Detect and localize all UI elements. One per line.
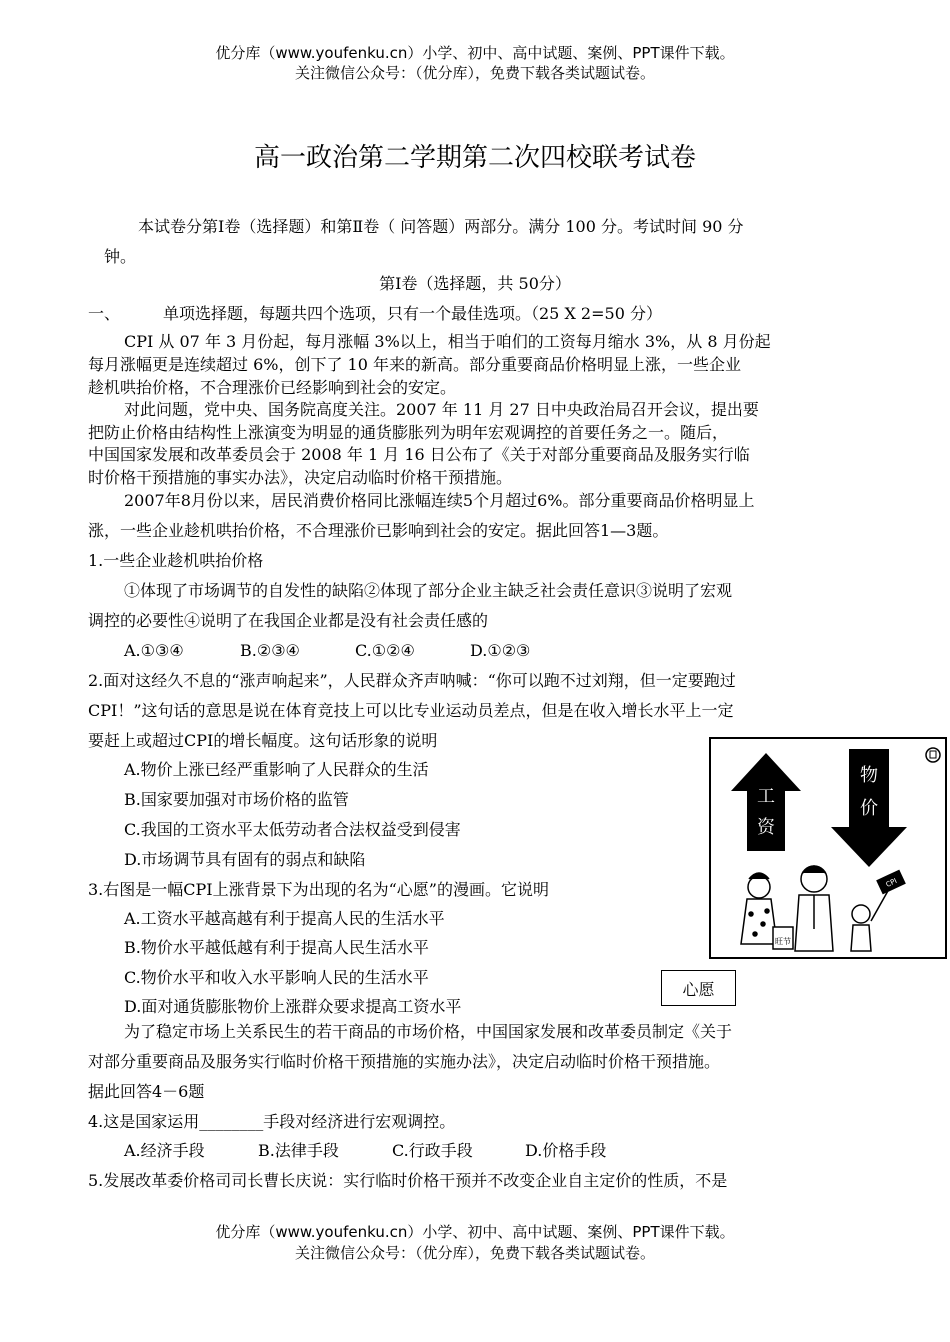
header-line-1: 优分库（www.youfenku.cn）小学、初中、高中试题、案例、PPT课件下载。 (215, 44, 735, 62)
intro-line-2: 钟。 (104, 247, 137, 266)
question-1-stem: 1.一些企业趁机哄抬价格 (88, 551, 264, 570)
material3-line: 2007年8月份以来，居民消费价格同比涨幅连续5个月超过6%。部分重要商品价格明显上 (124, 491, 755, 510)
question-3-option-c: C.物价水平和收入水平影响人民的生活水平 (124, 968, 429, 987)
material3-line: 涨，一些企业趁机哄抬价格，不合理涨价已影响到社会的安定。据此回答1—3题。 (88, 521, 669, 540)
question-2-option-a: A.物价上涨已经严重影响了人民群众的生活 (124, 760, 429, 779)
question-4-option-a: A.经济手段 (124, 1141, 205, 1160)
material2-line: 把防止价格由结构性上涨演变为明显的通货膨胀列为明年宏观调控的首要任务之一。随后， (88, 423, 729, 442)
footer-line-2: 关注微信公众号：（优分库），免费下载各类试题试卷。 (294, 1244, 655, 1262)
question-2-option-c: C.我国的工资水平太低劳动者合法权益受到侵害 (124, 820, 461, 839)
question-1-option-a: A.①③④ (124, 641, 184, 660)
question-3-option-a: A.工资水平越高越有利于提高人民的生活水平 (124, 909, 445, 928)
question-4-option-b: B.法律手段 (258, 1141, 339, 1160)
up-arrow-label-bottom: 资 (757, 817, 775, 838)
part-instruction: 单项选择题，每题共四个选项，只有一个最佳选项。（25 X 2=50 分） (163, 304, 662, 323)
question-1-option-c: C.①②④ (355, 641, 415, 660)
material2-line: 对此问题，党中央、国务院高度关注。2007 年 11 月 27 日中央政治局召开会议，提出要 (124, 400, 759, 419)
down-arrow-label-bottom: 价 (860, 798, 878, 819)
logo-icon (926, 748, 940, 762)
question-4-option-c: C.行政手段 (392, 1141, 473, 1160)
material4-line: 为了稳定市场上关系民生的若干商品的市场价格，中国国家发展和改革委员制定《关于 (124, 1022, 733, 1041)
bag-label: 旺节 (775, 937, 791, 946)
question-2-option-b: B.国家要加强对市场价格的监管 (124, 790, 349, 809)
question-3-option-b: B.物价水平越低越有利于提高人民生活水平 (124, 938, 429, 957)
material4-line: 据此回答4－6题 (88, 1082, 205, 1101)
material1-line: CPI 从 07 年 3 月份起，每月涨幅 3%以上，相当于咱们的工资每月缩水 3%，从 8 月份起 (124, 332, 771, 351)
cartoon-caption: 心愿 (661, 970, 736, 1006)
question-2-line: CPI！”这句话的意思是说在体育竞技上可以比专业运动员差点，但是在收入增长水平上一定 (88, 701, 734, 720)
sign-label: CPI (884, 876, 899, 889)
up-arrow-label-top: 工 (757, 786, 775, 807)
part-number: 一、 (88, 304, 121, 323)
question-4-option-d: D.价格手段 (525, 1141, 607, 1160)
material1-line: 每月涨幅更是连续超过 6%，创下了 10 年来的新高。部分重要商品价格明显上涨，一些企业 (88, 355, 742, 374)
question-4-stem: 4.这是国家运用________手段对经济进行宏观调控。 (88, 1112, 456, 1131)
question-1-option-b: B.②③④ (240, 641, 300, 660)
down-arrow-label-top: 物 (860, 765, 878, 786)
question-3-option-d: D.面对通货膨胀物价上涨群众要求提高工资水平 (124, 997, 462, 1016)
header-line-2: 关注微信公众号：（优分库），免费下载各类试题试卷。 (294, 64, 655, 82)
material1-line: 趁机哄抬价格，不合理涨价已经影响到社会的安定。 (88, 378, 457, 397)
question-1-line: ①体现了市场调节的自发性的缺陷②体现了部分企业主缺乏社会责任意识③说明了宏观 (124, 581, 733, 600)
cartoon-drawing (711, 739, 945, 957)
question-5-stem: 5.发展改革委价格司司长曹长庆说：实行临时价格干预并不改变企业自主定价的性质，不是 (88, 1171, 728, 1190)
question-1-line: 调控的必要性④说明了在我国企业都是没有社会责任感的 (88, 611, 489, 630)
page-title: 高一政治第二学期第二次四校联考试卷 (253, 143, 696, 173)
material4-line: 对部分重要商品及服务实行临时价格干预措施的实施办法》，决定启动临时价格干预措施。 (88, 1052, 721, 1071)
family-figures-icon (741, 866, 905, 951)
material2-line: 中国国家发展和改革委员会于 2008 年 1 月 16 日公布了《关于对部分重要商品及服务实行临 (88, 445, 750, 464)
section-title: 第Ⅰ卷（选择题，共 50分） (379, 274, 571, 293)
question-2-line: 2.面对这经久不息的“涨声响起来”，人民群众齐声呐喊：“你可以跑不过刘翔，但一定要跑过 (88, 671, 736, 690)
material2-line: 时价格干预措施的事实办法》，决定启动临时价格干预措施。 (88, 468, 513, 487)
question-3-stem: 3.右图是一幅CPI上涨背景下为出现的名为“心愿”的漫画。它说明 (88, 880, 549, 899)
cartoon-image (709, 737, 947, 959)
question-2-line: 要赶上或超过CPI的增长幅度。这句话形象的说明 (88, 731, 438, 750)
question-1-option-d: D.①②③ (470, 641, 531, 660)
question-2-option-d: D.市场调节具有固有的弱点和缺陷 (124, 850, 366, 869)
intro-line-1: 本试卷分第Ⅰ卷（选择题）和第Ⅱ卷（ 问答题）两部分。满分 100 分。考试时间 90 分 (138, 217, 744, 236)
footer-line-1: 优分库（www.youfenku.cn）小学、初中、高中试题、案例、PPT课件下载。 (215, 1223, 735, 1241)
